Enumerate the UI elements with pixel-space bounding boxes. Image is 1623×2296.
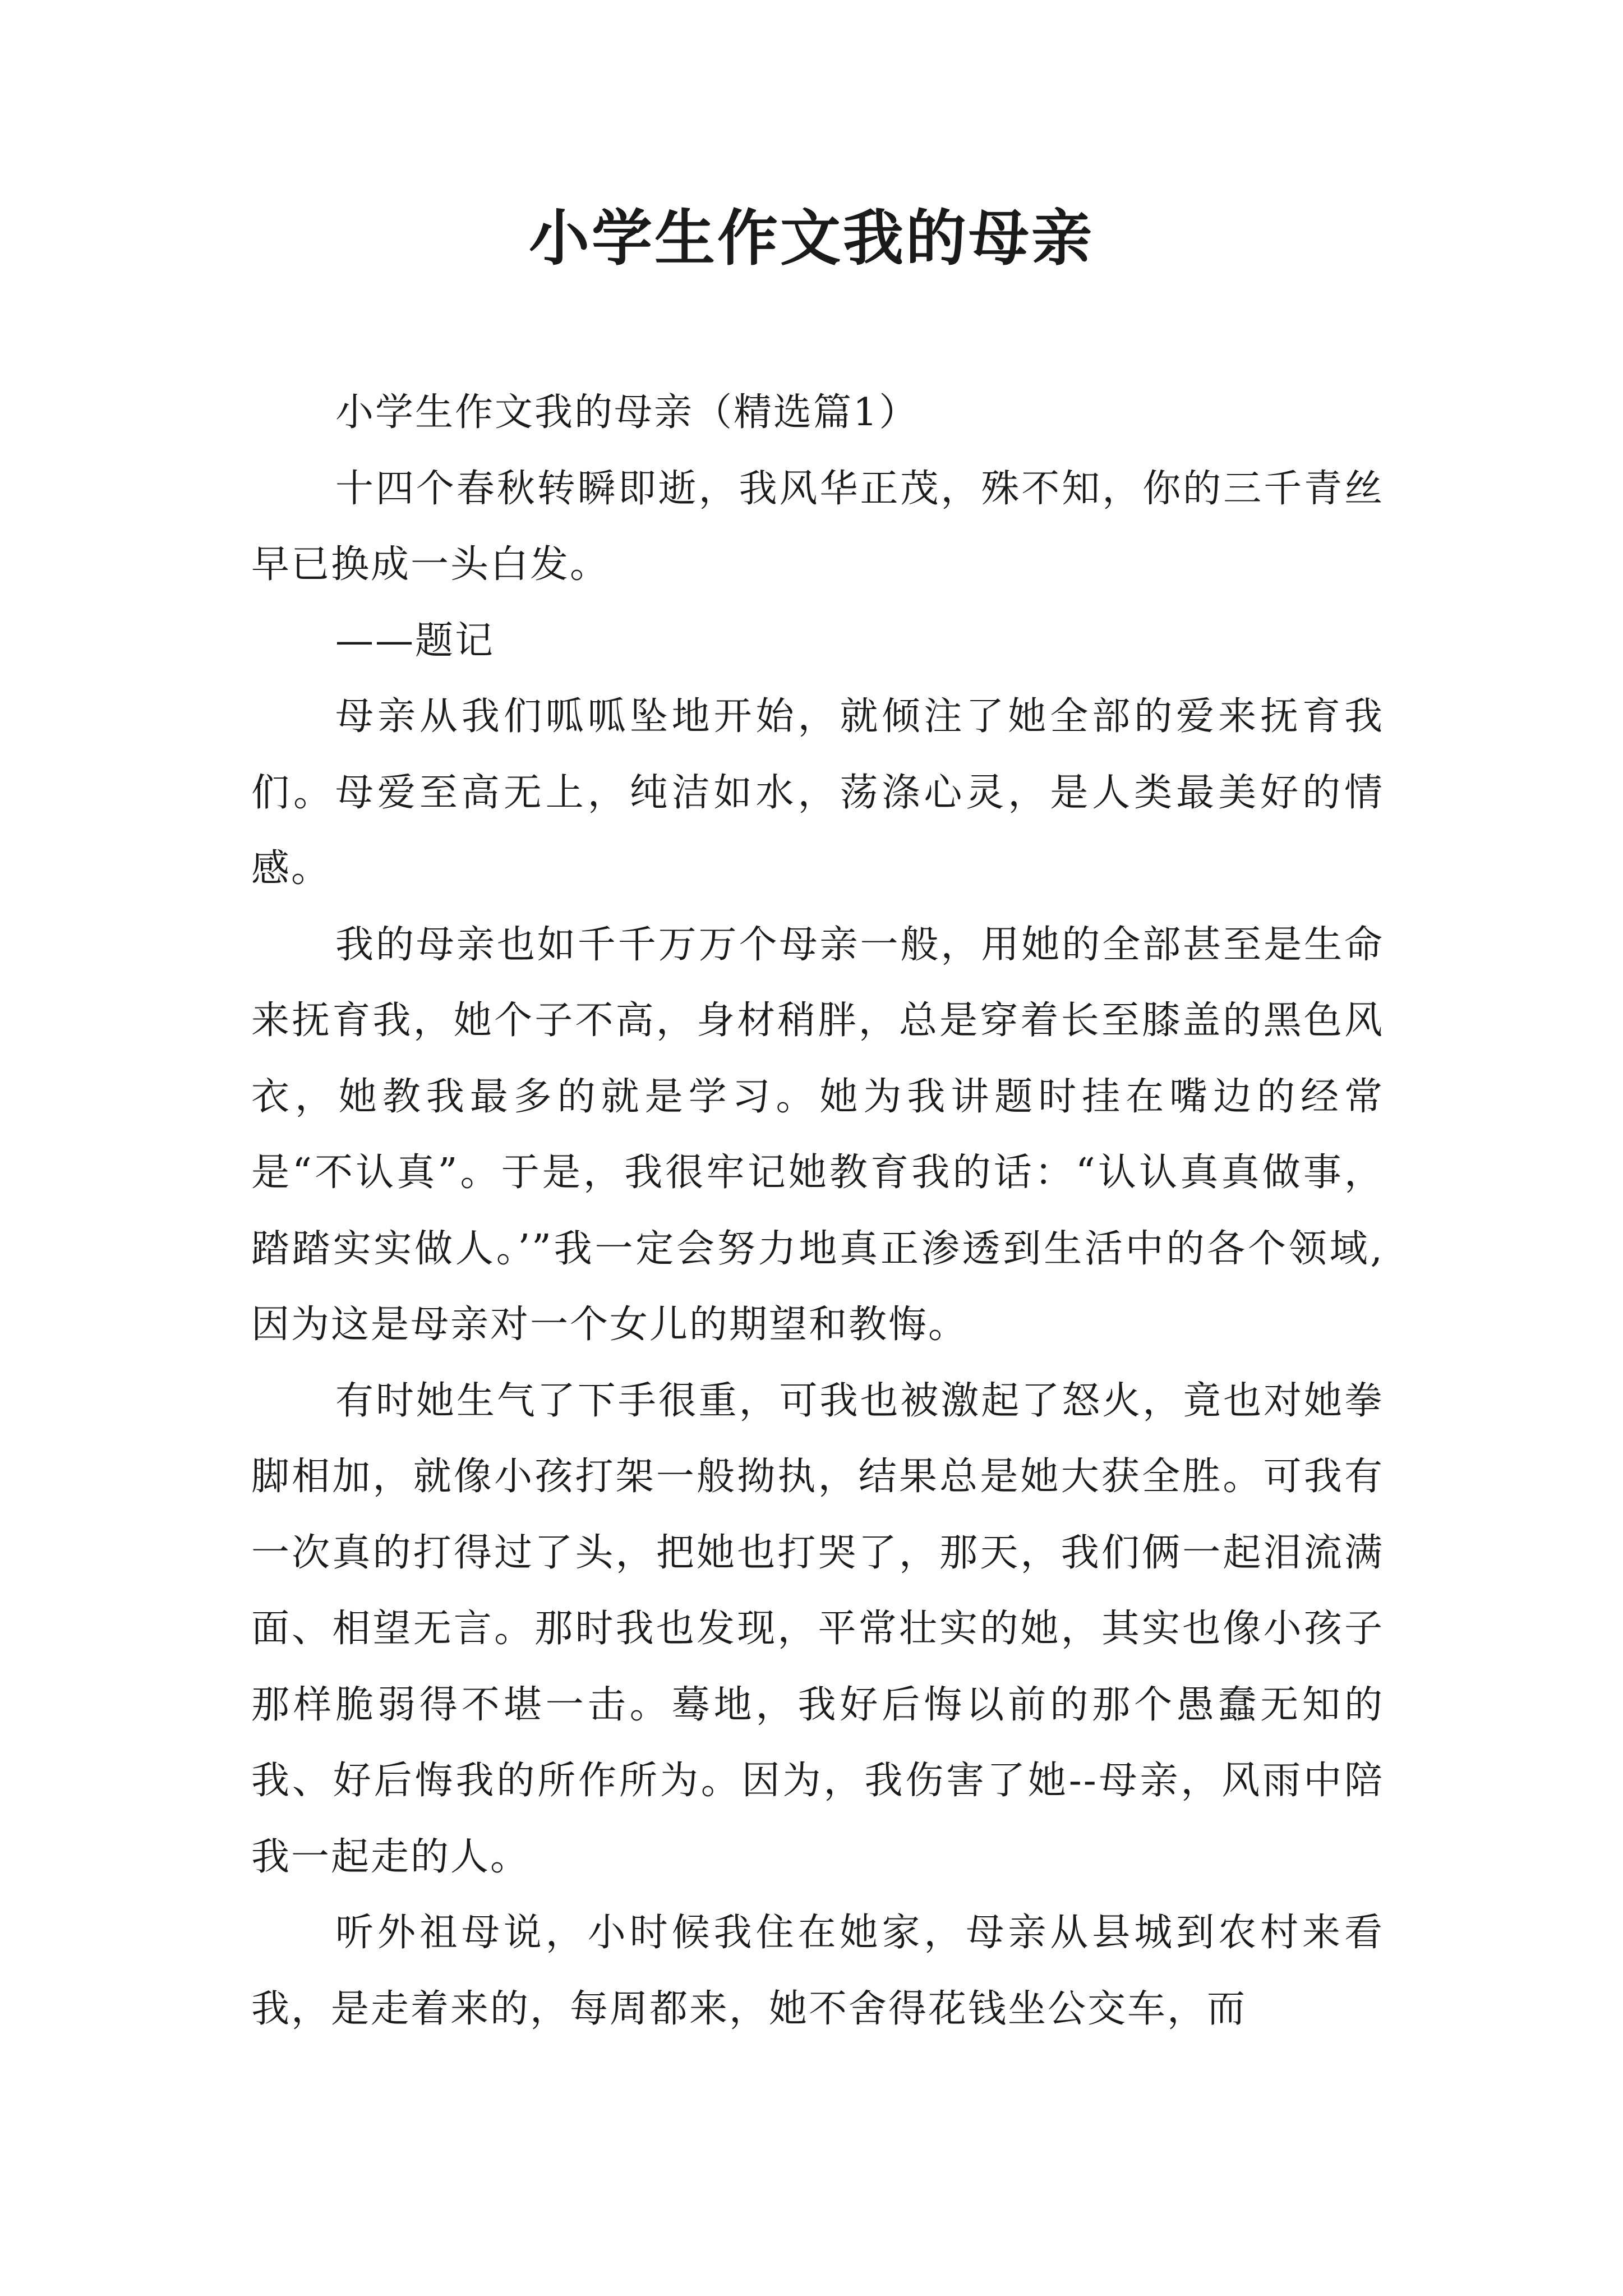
article-body: [251, 375, 1384, 2047]
paragraph: 有时她生气了下手很重，可我也被激起了怒火，竟也对她拳脚相加，就像小孩打架一般拗执，结果总是她大获全胜。可我有一次真的打得过了头，把她也打哭了，那天，我们俩一起泪流满面、相望无言。那时我也发现，平常壮实的她，其实也像小孩子那样脆弱得不堪一击。蓦地，我好后悔以前的那个愚蠢无知的我、好后悔我的所作所为。因为，我伤害了她--母亲，风雨中陪我一起走的人。: [251, 1378, 1384, 1879]
paragraph: 我的母亲也如千千万万个母亲一般，用她的全部甚至是生命来抚育我，她个子不高，身材稍胖，总是穿着长至膝盖的黑色风衣，她教我最多的就是学习。她为我讲题时挂在嘴边的经常是“不认真”。于是，我很牢记她教育我的话：“认认真真做事，踏踏实实做人。’”我一定会努力地真正渗透到生活中的各个领域,因为这是母亲对一个女儿的期望和教悔。: [251, 922, 1384, 1347]
paragraph-subtitle: 小学生作文我的母亲（精选篇1）: [335, 390, 919, 435]
paragraph: 母亲从我们呱呱坠地开始，就倾注了她全部的爱来抚育我们。母爱至高无上，纯洁如水，荡涤心灵，是人类最美好的情感。: [251, 694, 1384, 891]
paragraph-epigraph: 十四个春秋转瞬即逝，我风华正茂，殊不知，你的三千青丝早已换成一头白发。: [251, 466, 1384, 587]
paragraph: 听外祖母说，小时候我住在她家，母亲从县城到农村来看我，是走着来的，每周都来，她不舍得花钱坐公交车，而: [251, 1911, 1384, 2031]
page-title: 小学生作文我的母亲: [528, 203, 1094, 274]
paragraph-epigraph-attribution: ——题记: [335, 618, 495, 663]
